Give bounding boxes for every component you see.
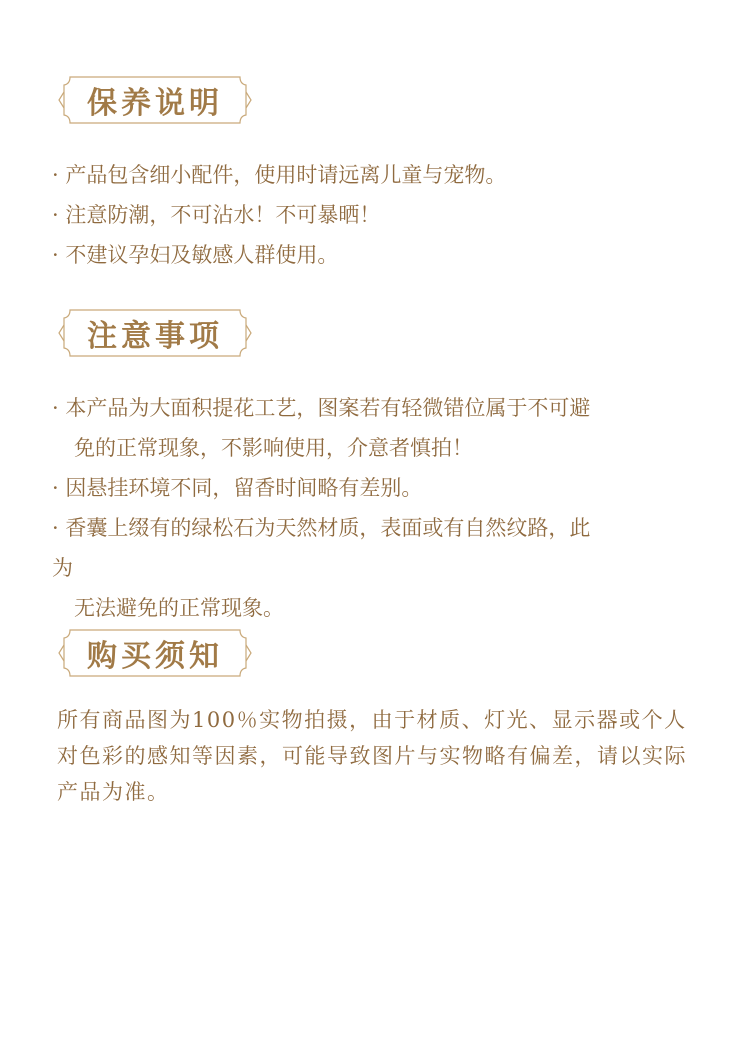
care-item-2: · 注意防潮，不可沾水！不可暴晒！	[52, 203, 381, 227]
section-title: 保养说明	[87, 86, 223, 121]
section-heading-notice	[58, 309, 252, 357]
section-heading-care	[58, 76, 252, 124]
care-item-3: · 不建议孕妇及敏感人群使用。	[52, 243, 339, 267]
notice-item-3-end: 无法避免的正常现象。	[74, 596, 284, 620]
notice-item-2: · 因悬挂环境不同，留香时间略有差别。	[52, 476, 423, 500]
notice-item-3: · 香囊上缀有的绿松石为天然材质，表面或有自然纹路，此	[52, 516, 591, 540]
purchase-notice-paragraph: 所有商品图为100％实物拍摄，由于材质、灯光、显示器或个人对色彩的感知等因素，可能导致图片与实物略有偏差，请以实际产品为准。	[57, 708, 687, 804]
care-item-1: · 产品包含细小配件，使用时请远离儿童与宠物。	[52, 163, 507, 187]
section-title: 购买须知	[87, 639, 223, 674]
notice-item-3-cont: 为	[52, 556, 73, 580]
notice-item-1-cont: 免的正常现象，不影响使用，介意者慎拍！	[74, 436, 473, 460]
section-title: 注意事项	[87, 319, 223, 354]
section-heading-purchase	[58, 629, 252, 677]
notice-item-1: · 本产品为大面积提花工艺，图案若有轻微错位属于不可避	[52, 396, 591, 420]
